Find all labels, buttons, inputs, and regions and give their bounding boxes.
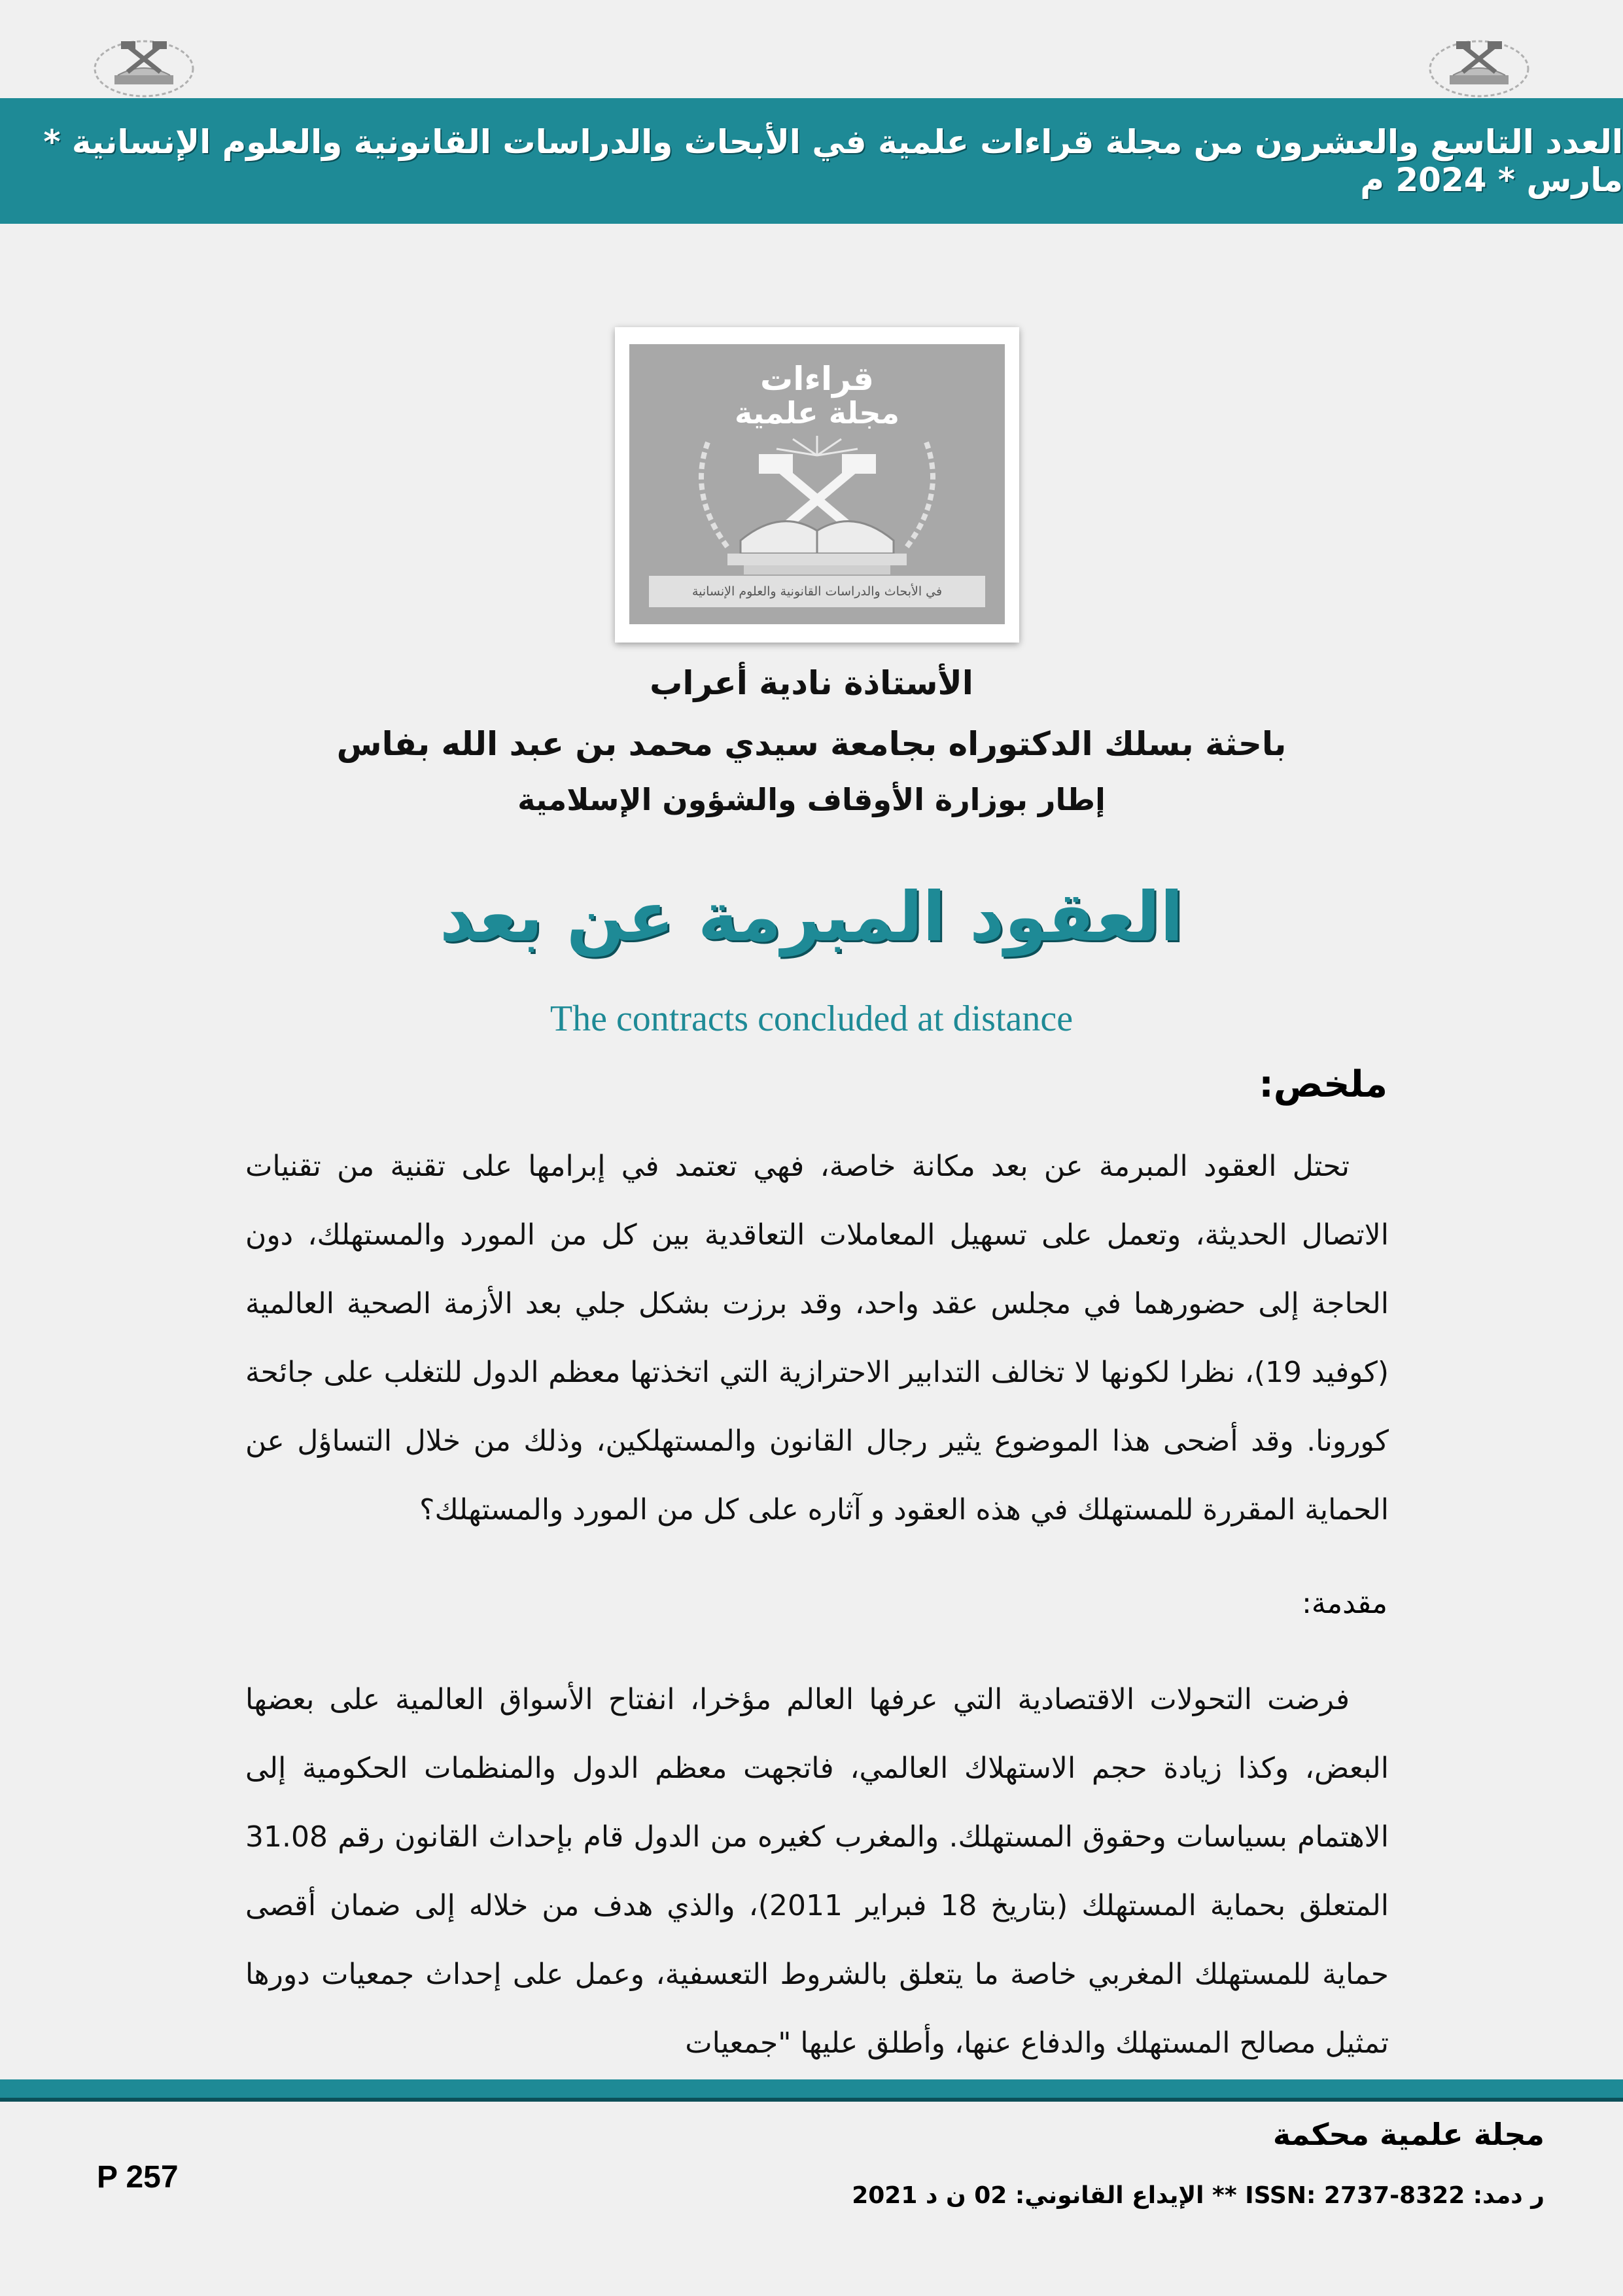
abstract-heading: ملخص: bbox=[1259, 1063, 1387, 1106]
author-name: الأستاذة نادية أعراب bbox=[650, 664, 973, 702]
intro-heading: مقدمة: bbox=[1302, 1587, 1387, 1620]
header-text: العدد التاسع والعشرون من مجلة قراءات علمية في الأبحاث والدراسات القانونية والعلوم الإنسانية * مارس * 2024 م bbox=[43, 123, 1623, 199]
footer-issn: ر دمد: ISSN: 2737-8322 ** الإيداع القانوني: 02 ن د 2021 bbox=[852, 2182, 1544, 2209]
article-title-english: The contracts concluded at distance bbox=[550, 998, 1073, 1039]
footer-divider bbox=[0, 2079, 1623, 2102]
journal-emblem-icon bbox=[1423, 29, 1535, 101]
footer-journal-label: مجلة علمية محكمة bbox=[1272, 2117, 1544, 2152]
journal-logo bbox=[615, 327, 1019, 643]
logo-panel bbox=[629, 344, 1005, 624]
logo-title-line1: قراءات bbox=[760, 360, 874, 398]
intro-paragraph: فرضت التحولات الاقتصادية التي عرفها العالم مؤخرا، انفتاح الأسواق العالمية على بعضها البعض، وكذا زيادة حجم الاستهلاك العالمي، فاتجهت معظم الدول والمنظمات الحكومية إلى الاهتمام بسياسات وحقوق المستهلك. والمغرب كغيره من الدول قام بإحداث القانون رقم 31.08 المتعلق بحماية المستهلك (بتاريخ 18 فبراير 2011)، والذي هدف من خلاله إلى ضمان أقصى حماية للمستهلك المغربي خاصة ما يتعلق بالشروط التعسفية، وعمل على إحداث جمعيات دورها تمثيل مصالح المستهلك والدفاع عنها، وأطلق عليها "جمعيات bbox=[245, 1683, 1389, 2060]
abstract-paragraph: تحتل العقود المبرمة عن بعد مكانة خاصة، فهي تعتمد في إبرامها على تقنية من تقنيات الاتصال الحديثة، وتعمل على تسهيل المعاملات التعاقدية بين كل من المورد والمستهلك، دون الحاجة إلى حضورهما في مجلس عقد واحد، وقد برزت بشكل جلي بعد الأزمة الصحية العالمية (كوفيد 19)، نظرا لكونها لا تخالف التدابير الاحترازية التي اتخذتها معظم الدول للتغلب على جائحة كورونا. وقد أضحى هذا الموضوع يثير رجال القانون والمستهلكين، وذلك من خلال التساؤل عن الحماية المقررة للمستهلك في هذه العقود و آثاره على كل من المورد والمستهلك؟ bbox=[245, 1150, 1389, 1527]
header-band bbox=[0, 98, 1623, 224]
page-number: P 257 bbox=[97, 2160, 179, 2195]
logo-title-line2: مجلة علمية bbox=[734, 395, 900, 431]
journal-emblem-icon bbox=[88, 29, 200, 101]
author-position: إطار بوزارة الأوقاف والشؤون الإسلامية bbox=[517, 782, 1106, 817]
logo-banner: في الأبحاث والدراسات القانونية والعلوم الإنسانية bbox=[649, 576, 985, 607]
article-title-arabic: العقود المبرمة عن بعد bbox=[440, 877, 1183, 957]
author-affiliation: باحثة بسلك الدكتوراه بجامعة سيدي محمد بن عبد الله بفاس bbox=[336, 725, 1287, 763]
